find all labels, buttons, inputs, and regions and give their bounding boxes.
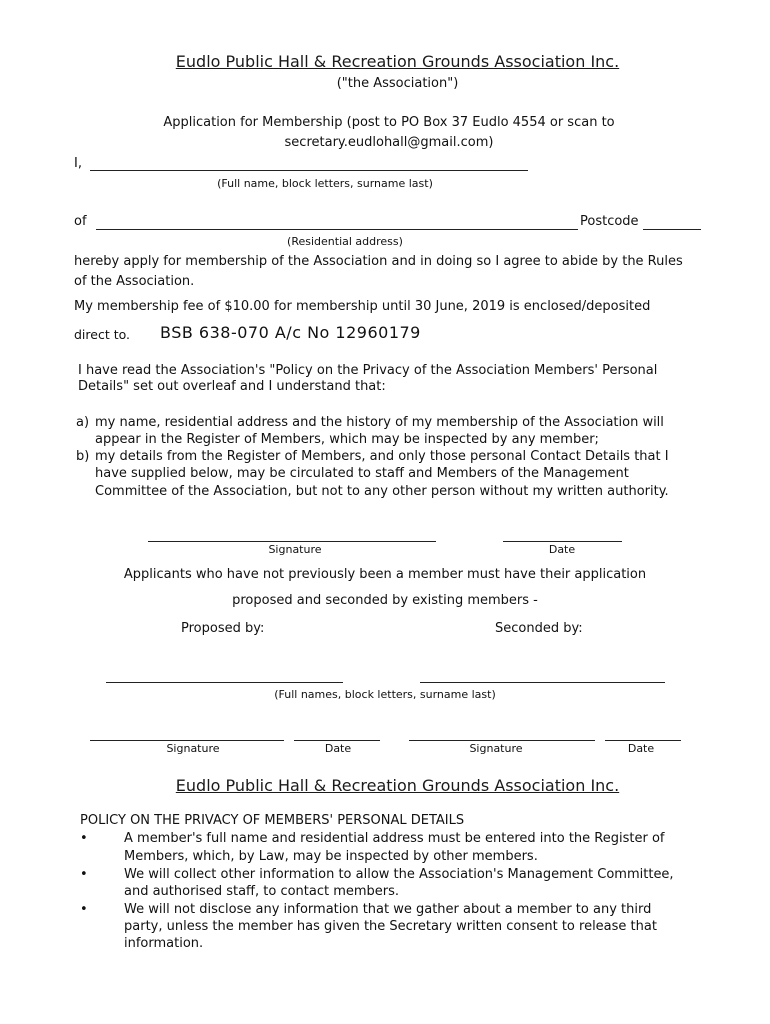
item-b-line3: Committee of the Association, but not to any other person without my written authority. [95, 484, 669, 499]
of-prefix: of [74, 214, 87, 229]
policy-bullet2-line2: and authorised staff, to contact members. [124, 884, 400, 899]
proposer-date-label: Date [324, 742, 352, 755]
policy-bullet3-line2: party, unless the member has given the Secretary written consent to release that [124, 919, 657, 934]
document-subtitle: ("the Association") [336, 76, 459, 91]
item-b-line1: my details from the Register of Members, and only those personal Contact Details that I [95, 449, 669, 464]
postcode-field[interactable] [643, 229, 701, 230]
bullet-icon: • [80, 902, 88, 917]
proposal-text-line1: Applicants who have not previously been a member must have their application [123, 567, 647, 582]
policy-bullet3-line1: We will not disclose any information that we gather about a member to any third [124, 902, 652, 917]
policy-title: Eudlo Public Hall & Recreation Grounds Association Inc. [175, 776, 620, 795]
policy-heading: POLICY ON THE PRIVACY OF MEMBERS' PERSONAL DETAILS [80, 813, 465, 828]
apply-statement-line2: of the Association. [74, 274, 195, 289]
proposed-by-label: Proposed by: [181, 621, 265, 636]
application-heading-line2: secretary.eudlohall@gmail.com) [284, 135, 494, 150]
applicant-signature-field[interactable] [148, 541, 436, 542]
item-a-line1: my name, residential address and the history of my membership of the Association will [95, 415, 664, 430]
privacy-ack-line2: Details" set out overleaf and I understand that: [78, 379, 386, 394]
full-name-field[interactable] [90, 170, 528, 171]
privacy-ack-line1: I have read the Association's "Policy on the Privacy of the Association Members' Personal [78, 363, 658, 378]
names-caption: (Full names, block letters, surname last) [274, 688, 496, 701]
proposal-text-line2: proposed and seconded by existing members - [232, 593, 538, 608]
item-a-line2: appear in the Register of Members, which may be inspected by any member; [95, 432, 599, 447]
policy-bullet1-line2: Members, which, by Law, may be inspected by other members. [124, 849, 538, 864]
seconder-signature-label: Signature [469, 742, 523, 755]
applicant-date-field[interactable] [503, 541, 622, 542]
applicant-date-label: Date [548, 543, 576, 556]
proposer-date-field[interactable] [294, 740, 380, 741]
full-name-caption: (Full name, block letters, surname last) [217, 177, 433, 190]
residential-address-field[interactable] [96, 229, 578, 230]
residential-address-caption: (Residential address) [287, 235, 403, 248]
application-heading-line1: Application for Membership (post to PO Box 37 Eudlo 4554 or scan to [163, 115, 615, 130]
item-a-label: a) [76, 415, 90, 430]
seconder-date-field[interactable] [605, 740, 681, 741]
membership-fee-line: My membership fee of $10.00 for membership until 30 June, 2019 is enclosed/deposited [74, 299, 651, 314]
seconded-by-label: Seconded by: [495, 621, 583, 636]
seconder-date-label: Date [627, 742, 655, 755]
bank-account-details: BSB 638-070 A/c No 12960179 [160, 323, 421, 342]
proposer-name-field[interactable] [106, 682, 343, 683]
proposer-signature-field[interactable] [90, 740, 284, 741]
apply-statement-line1: hereby apply for membership of the Association and in doing so I agree to abide by the Rules [74, 254, 683, 269]
applicant-signature-label: Signature [268, 543, 322, 556]
document-title: Eudlo Public Hall & Recreation Grounds Association Inc. [175, 52, 620, 71]
policy-bullet3-line3: information. [124, 936, 204, 951]
seconder-signature-field[interactable] [409, 740, 595, 741]
proposer-signature-label: Signature [166, 742, 220, 755]
bullet-icon: • [80, 867, 88, 882]
policy-bullet1-line1: A member's full name and residential address must be entered into the Register of [124, 831, 665, 846]
postcode-label: Postcode [580, 214, 639, 229]
item-b-label: b) [76, 449, 90, 464]
policy-bullet2-line1: We will collect other information to allow the Association's Management Committee, [124, 867, 674, 882]
direct-to-label: direct to. [74, 327, 131, 342]
item-b-line2: have supplied below, may be circulated to staff and Members of the Management [95, 466, 629, 481]
name-prefix: I, [74, 156, 82, 171]
seconder-name-field[interactable] [420, 682, 665, 683]
bullet-icon: • [80, 831, 88, 846]
